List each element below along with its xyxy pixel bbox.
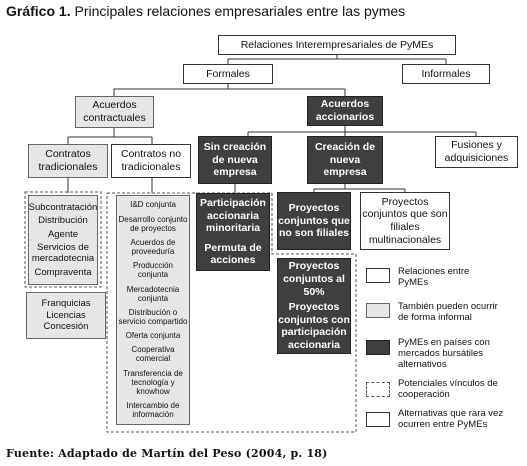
legend-text: Alternativas que rara vez ocurren entre PyMEs bbox=[398, 408, 504, 430]
list-item: Transferencia de tecnología y knowhow bbox=[123, 368, 183, 396]
sin-creacion-list bbox=[196, 193, 270, 271]
root-node: Relaciones Interempresariales de PyMEs bbox=[218, 35, 456, 55]
legend-text: Relaciones entre PyMEs bbox=[398, 266, 470, 288]
figure-title-text: Principales relaciones empresariales entre las pymes bbox=[74, 3, 406, 19]
traditional-list bbox=[28, 195, 98, 285]
acuerdos-accionarios-node: Acuerdos accionarios bbox=[307, 96, 383, 126]
list-item: Cooperativa comercial bbox=[131, 345, 175, 364]
contratos-no-tradicionales-node: Contratos no tradicionales bbox=[111, 144, 191, 178]
legend-key-dashed bbox=[366, 382, 390, 397]
pc-participacion-node: Proyectos conjuntos con participación accionaria bbox=[278, 301, 350, 351]
formales-node: Formales bbox=[183, 64, 273, 84]
list-item: Oferta conjunta bbox=[125, 331, 181, 341]
figure-source: Fuente: Adaptado de Martín del Peso (2004, p. 18) bbox=[6, 447, 328, 460]
non-traditional-list bbox=[116, 195, 190, 425]
pc-detail-list bbox=[277, 258, 351, 354]
fusiones-node: Fusiones y adquisiciones bbox=[435, 136, 518, 168]
legend-text: Potenciales vínculos de cooperación bbox=[398, 378, 498, 400]
creacion-node: Creación de nueva empresa bbox=[307, 136, 383, 184]
list-item: Producción conjunta bbox=[132, 261, 174, 280]
list-item: Servicios de mercadotecnia bbox=[31, 242, 95, 265]
list-item: Compraventa bbox=[34, 266, 92, 278]
list-item: Licencias bbox=[46, 309, 86, 321]
informales-node: Informales bbox=[402, 64, 490, 84]
participacion-node: Participación accionaria minoritaria bbox=[200, 197, 266, 235]
legend-key-white bbox=[366, 268, 390, 283]
list-item: Mercadotecnia conjunta bbox=[126, 284, 180, 303]
legend-key-white-rare bbox=[366, 412, 390, 427]
franchise-list bbox=[26, 292, 106, 339]
list-item: Intercambio de información bbox=[126, 401, 180, 420]
legend-text: PyMEs en países con mercados bursátiles alternativos bbox=[398, 337, 490, 370]
list-item: Agente bbox=[47, 228, 79, 240]
list-item: Desarrollo conjunto de proyectos bbox=[118, 214, 188, 233]
legend-key-gray bbox=[366, 303, 390, 318]
list-item: Concesión bbox=[43, 321, 89, 333]
pc-multinacionales-node: Proyectos conjuntos que son filiales multinacionales bbox=[360, 192, 450, 250]
permuta-node: Permuta de acciones bbox=[204, 241, 262, 267]
acuerdos-contractuales-node: Acuerdos contractuales bbox=[75, 96, 154, 128]
list-item: Distribución o servicio compartido bbox=[118, 307, 188, 327]
list-item: Subcontratación bbox=[28, 201, 98, 213]
pc-50-node: Proyectos conjuntos al 50% bbox=[283, 260, 345, 298]
sin-creacion-node: Sin creación de nueva empresa bbox=[198, 136, 272, 184]
list-item: Acuerdos de proveeduría bbox=[130, 237, 176, 257]
figure-title-label: Gráfico 1. bbox=[6, 3, 71, 19]
legend-key-dark bbox=[366, 340, 390, 355]
list-item: I&D conjunta bbox=[130, 200, 176, 210]
list-item: Franquicias bbox=[41, 298, 91, 310]
pc-no-filiales-node: Proyectos conjuntos que no son filiales bbox=[277, 192, 351, 250]
contratos-tradicionales-node: Contratos tradicionales bbox=[28, 144, 108, 178]
legend-text: También pueden ocurrir de forma informal bbox=[398, 301, 498, 323]
list-item: Distribución bbox=[38, 215, 88, 227]
